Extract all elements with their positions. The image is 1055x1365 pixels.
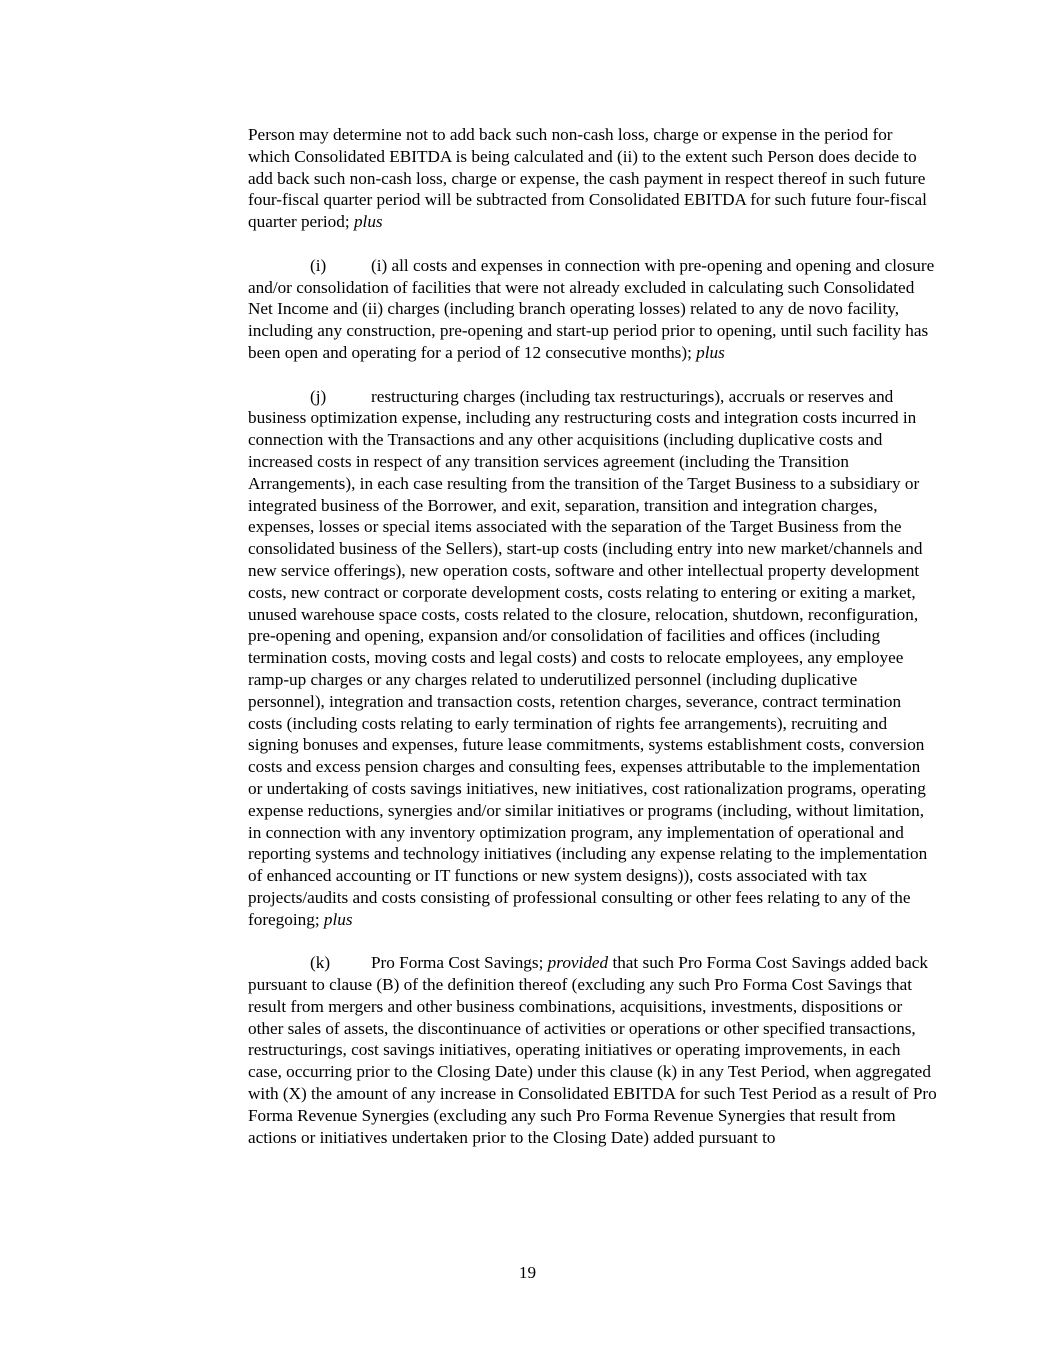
paragraph-emphasis: plus xyxy=(696,342,725,362)
paragraph-emphasis: plus xyxy=(353,212,383,232)
document-body xyxy=(248,124,938,1170)
paragraph-text-after: that such Pro Forma Cost Savings added back pursuant to clause (B) of the definition thereof (excluding any such Pro Forma Cost Savings that result from mergers and other business combinations, acquisitions, investments, dispositions or other sales of assets, the discontinuance of activities or operations or other specified transactions, restructurings, cost savings initiatives, operating initiatives or operating improvements, in each case, occurring prior to the Closing Date) under this clause (k) in any Test Period, when aggregated with (X) the amount of any increase in Consolidated EBITDA for such Test Period as a result of Pro Forma Revenue Synergies (excluding any such Pro Forma Revenue Synergies that result from actions or initiatives undertaken prior to the Closing Date) added pursuant to xyxy=(248,953,937,1147)
page-number: 19 xyxy=(518,1263,537,1282)
clause-j xyxy=(248,386,938,931)
paragraph-text: Person may determine not to add back such non-cash loss, charge or expense in the period for which Consolidated EBITDA is being calculated and (ii) to the extent such Person does decide to add back such non-cash loss, charge or expense, the cash payment in respect thereof in such future four-fiscal quarter period will be subtracted from Consolidated EBITDA for such future four-fiscal quarter period; xyxy=(248,125,927,232)
paragraph-text: restructuring charges (including tax restructurings), accruals or reserves and business optimization expense, including any restructuring costs and integration costs incurred in connection with the Transactions and any other acquisitions (including duplicative costs and increased costs in respect of any transition services agreement (including the Transition Arrangements), in each case resulting from the transition of the Target Business to a subsidiary or integrated business of the Borrower, and exit, separation, transition and integration charges, expenses, losses or special items associated with the separation of the Target Business from the consolidated business of the Sellers), start-up costs (including entry into new market/channels and new service offerings), new operation costs, software and other intellectual property development costs, new contract or corporate development costs, costs relating to entering or exiting a market, unused warehouse space costs, costs related to the closure, relocation, shutdown, reconfiguration, pre-opening and opening, expansion and/or consolidation of facilities and offices (including termination costs, moving costs and legal costs) and costs to relocate employees, any employee ramp-up charges or any charges related to underutilized personnel (including duplicative personnel), integration and transaction costs, retention charges, severance, contract termination costs (including costs relating to early termination of rights fee arrangements), recruiting and signing bonuses and expenses, future lease commitments, systems establishment costs, conversion costs and excess pension charges and consulting fees, expenses attributable to the implementation or undertaking of costs savings initiatives, new initiatives, cost rationalization programs, operating expense reductions, synergies and/or similar initiatives or programs (including, without limitation, in connection with any inventory optimization program, any implementation of operational and reporting systems and technology initiatives (including any expense relating to the implementation of enhanced accounting or IT functions or new system designs)), costs associated with tax projects/audits and costs consisting of professional consulting or other fees relating to any of the foregoing; xyxy=(248,386,928,929)
paragraph-text: (i) all costs and expenses in connection with pre-opening and opening and closure and/or consolidation of facilities that were not already excluded in calculating such Consolidated Net Income and (ii) charges (including branch operating losses) related to any de novo facility, including any construction, pre-opening and start-up period prior to opening, until such facility has been open and operating for a period of 12 consecutive months); xyxy=(248,255,935,362)
paragraph-text: Pro Forma Cost Savings; xyxy=(371,953,548,973)
clause-label: (i) xyxy=(310,255,327,275)
paragraph-continuation xyxy=(248,124,938,233)
paragraph-emphasis: plus xyxy=(323,909,353,929)
clause-i xyxy=(248,255,938,364)
clause-label: (j) xyxy=(310,386,327,406)
clause-k xyxy=(248,952,938,1148)
paragraph-emphasis: provided xyxy=(547,953,609,973)
clause-label: (k) xyxy=(310,953,331,973)
